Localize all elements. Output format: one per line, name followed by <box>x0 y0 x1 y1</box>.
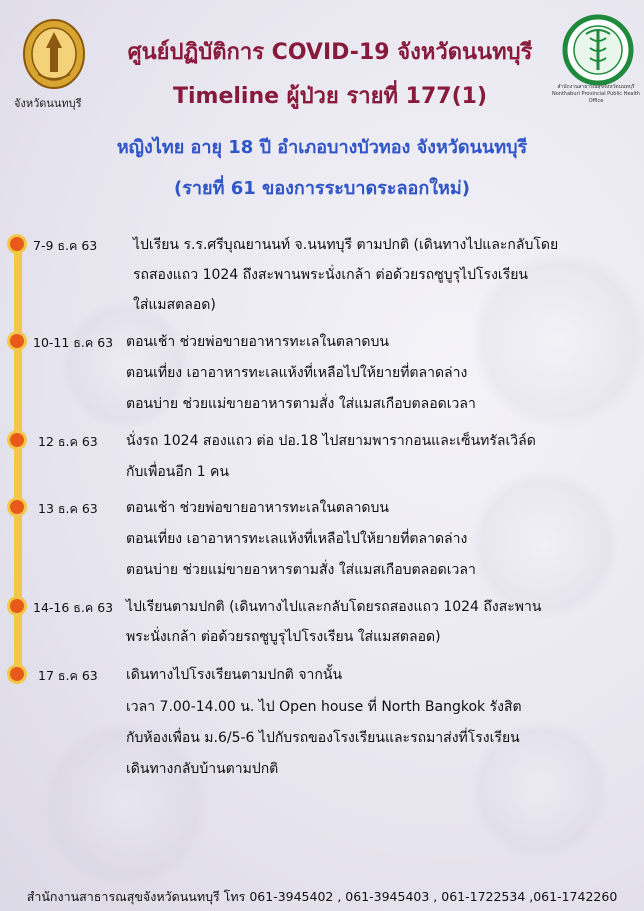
timeline-text-line: ตอนบ่าย ช่วยแม่ขายอาหารตามสั่ง ใส่แมสเกือบตลอดเวลา <box>126 562 476 578</box>
patient-description: หญิงไทย อายุ 18 ปี อำเภอบางบัวทอง จังหวัดนนทบุรี <box>116 137 528 158</box>
timeline-text-line: ตอนเช้า ช่วยพ่อขายอาหารทะเลในตลาดบน <box>126 500 389 516</box>
timeline-text-line: เดินทางกลับบ้านตามปกติ <box>126 761 279 777</box>
case-number-note: (รายที่ 61 ของการระบาดระลอกใหม่) <box>174 178 470 199</box>
timeline-date: 14-16 ธ.ค 63 <box>33 600 114 615</box>
timeline-text-line: ใส่แมสตลอด) <box>133 297 216 313</box>
timeline-dot-icon <box>7 234 27 254</box>
timeline-text-line: ไปเรียนตามปกติ (เดินทางไปและกลับโดยรถสองแถว 1024 ถึงสะพาน <box>126 599 542 615</box>
timeline-date: 10-11 ธ.ค 63 <box>33 335 114 350</box>
timeline-dot-icon <box>7 497 27 517</box>
timeline-date: 7-9 ธ.ค 63 <box>33 238 98 253</box>
timeline-text-line: ตอนเช้า ช่วยพ่อขายอาหารทะเลในตลาดบน <box>126 334 389 350</box>
nonthaburi-province-seal-icon <box>18 14 90 90</box>
timeline-text-line: กับเพื่อนอีก 1 คน <box>126 464 229 480</box>
timeline-text-line: เดินทางไปโรงเรียนตามปกติ จากนั้น <box>126 667 343 683</box>
timeline-dot-icon <box>7 430 27 450</box>
page-title: ศูนย์ปฏิบัติการ COVID-19 จังหวัดนนทบุรี <box>127 40 533 65</box>
timeline-text-line: กับห้องเพื่อน ม.6/5-6 ไปกับรถของโรงเรียนและรถมาส่งที่โรงเรียน <box>126 730 520 746</box>
timeline-text-line: ตอนบ่าย ช่วยแม่ขายอาหารตามสั่ง ใส่แมสเกือบตลอดเวลา <box>126 396 476 412</box>
timeline-date: 12 ธ.ค 63 <box>38 434 98 449</box>
timeline-date: 17 ธ.ค 63 <box>38 668 98 683</box>
timeline-date: 13 ธ.ค 63 <box>38 501 98 516</box>
header <box>0 0 644 115</box>
footer-contact: สำนักงานสาธารณสุขจังหวัดนนทบุรี โทร 061-3945402 , 061-3945403 , 061-1722534 ,061-1742260 <box>26 889 618 904</box>
timeline-text-line: ไปเรียน ร.ร.ศรีบุณยานนท์ จ.นนทบุรี ตามปกติ (เดินทางไปและกลับโดย <box>133 237 559 253</box>
timeline-dot-icon <box>7 331 27 351</box>
timeline-text-line: รถสองแถว 1024 ถึงสะพานพระนั่งเกล้า ต่อด้วยรถซูบูรุไปโรงเรียน <box>133 267 528 283</box>
timeline-text-line: เวลา 7.00-14.00 น. ไป Open house ที่ North Bangkok รังสิต <box>126 699 522 715</box>
public-health-ministry-logo-icon <box>562 14 634 86</box>
left-logo-caption: จังหวัดนนทบุรี <box>14 97 82 110</box>
right-logo-caption: สำนักงานสาธารณสุขจังหวัดนนทบุรี Nonthaburi Provincial Public Health Office <box>552 84 640 104</box>
timeline-text-line: นั่งรถ 1024 สองแถว ต่อ ปอ.18 ไปสยามพารากอนและเซ็นทรัลเวิล์ด <box>126 433 536 449</box>
timeline-dot-icon <box>7 596 27 616</box>
timeline-dot-icon <box>7 664 27 684</box>
timeline-text-line: ตอนเที่ยง เอาอาหารทะเลแห้งที่เหลือไปให้ยายที่ตลาดล่าง <box>126 531 468 547</box>
timeline-text-line: พระนั่งเกล้า ต่อด้วยรถซูบูรุไปโรงเรียน ใส่แมสตลอด) <box>126 629 441 645</box>
page-title-line2: Timeline ผู้ป่วย รายที่ 177(1) <box>172 84 488 109</box>
timeline-text-line: ตอนเที่ยง เอาอาหารทะเลแห้งที่เหลือไปให้ยายที่ตลาดล่าง <box>126 365 468 381</box>
